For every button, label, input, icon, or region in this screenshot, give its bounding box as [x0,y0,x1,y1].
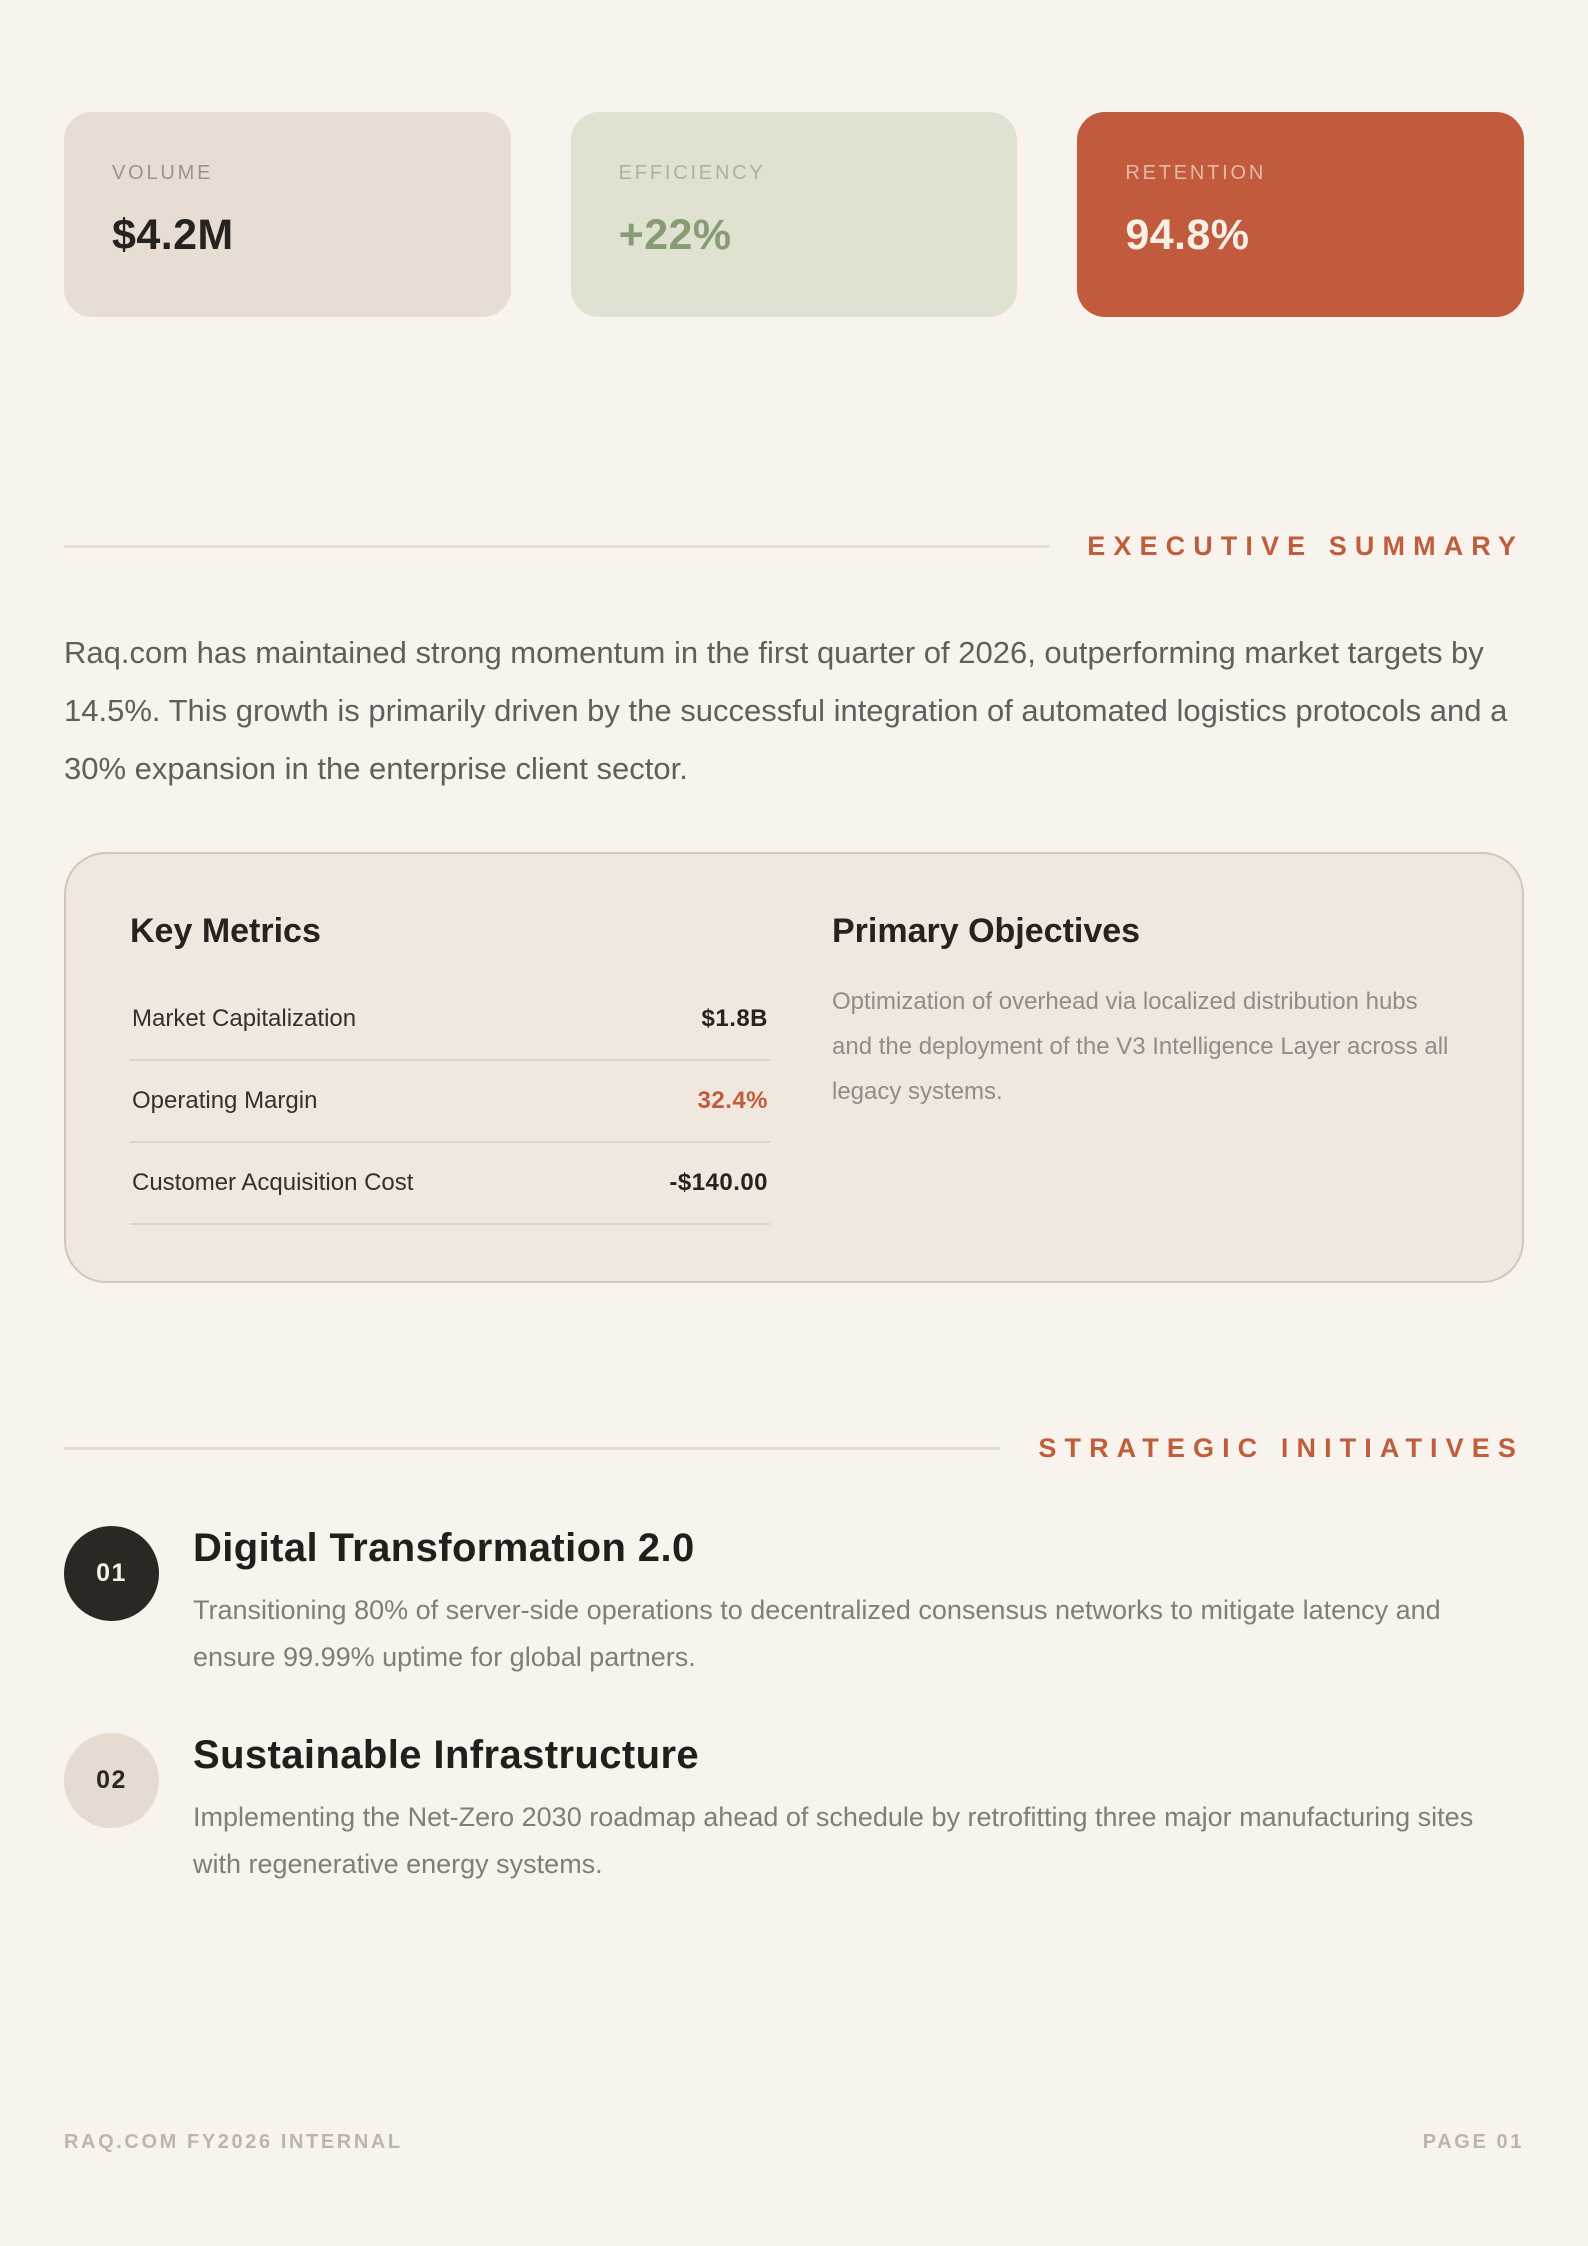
metric-row-cac [130,1143,770,1225]
initiative-number-badge: 02 [64,1733,159,1828]
initiative-number-badge: 01 [64,1526,159,1621]
stat-value-volume: $4.2M [112,211,234,259]
section-title-strategic-initiatives: STRATEGIC INITIATIVES [1038,1433,1524,1463]
metric-label: Customer Acquisition Cost [132,1169,414,1196]
initiative-title: Sustainable Infrastructure [193,1733,700,1777]
footer-left-text: RAQ.COM FY2026 INTERNAL [64,2131,403,2153]
metric-row-market-cap [130,979,770,1061]
metric-label: Operating Margin [132,1087,318,1114]
metric-value: $1.8B [701,1005,768,1032]
initiative-body: Transitioning 80% of server-side operations to decentralized consensus networks to mitigate latency and ensure 99.99% uptime for global partners. [193,1595,1441,1672]
stat-card-volume [64,112,511,317]
footer-page-number: PAGE 01 [1422,2131,1524,2153]
stat-card-retention [1077,112,1524,317]
metric-value-accent: 32.4% [697,1087,768,1114]
section-title-executive-summary: EXECUTIVE SUMMARY [1087,531,1524,561]
stat-label-retention: RETENTION [1125,162,1267,184]
metrics-panel [64,852,1524,1283]
primary-objectives-column [832,912,1458,1225]
page-footer [64,2131,1524,2154]
stats-row [64,112,1524,317]
key-metrics-heading: Key Metrics [130,912,321,950]
stat-label-efficiency: EFFICIENCY [618,162,766,184]
section-rule [64,545,1049,548]
initiative-item-sustainable-infrastructure [64,1733,1524,1888]
stat-value-efficiency: +22% [618,211,732,259]
initiative-content [193,1526,1524,1681]
stat-card-efficiency [571,112,1018,317]
initiative-content [193,1733,1524,1888]
executive-summary-paragraph: Raq.com has maintained strong momentum in the first quarter of 2026, outperforming market targets by 14.5%. This growth is primarily driven by the successful integration of automated logistics protocols and a 30% expansion in the enterprise client sector. [64,635,1508,786]
stat-value-retention: 94.8% [1125,211,1250,259]
metric-label: Market Capitalization [132,1005,357,1032]
initiative-item-digital-transformation [64,1526,1524,1681]
stat-label-volume: VOLUME [112,162,214,184]
section-rule [64,1447,1000,1450]
section-header-executive-summary [64,531,1524,562]
key-metrics-column [130,912,770,1225]
section-header-strategic-initiatives [64,1433,1524,1464]
initiative-title: Digital Transformation 2.0 [193,1526,695,1570]
primary-objectives-body: Optimization of overhead via localized distribution hubs and the deployment of the V3 Intelligence Layer across all legacy systems. [832,988,1449,1105]
primary-objectives-heading: Primary Objectives [832,912,1141,950]
initiative-body: Implementing the Net-Zero 2030 roadmap ahead of schedule by retrofitting three major manufacturing sites with regenerative energy systems. [193,1802,1474,1879]
metric-value: -$140.00 [669,1169,768,1196]
metric-row-operating-margin [130,1061,770,1143]
